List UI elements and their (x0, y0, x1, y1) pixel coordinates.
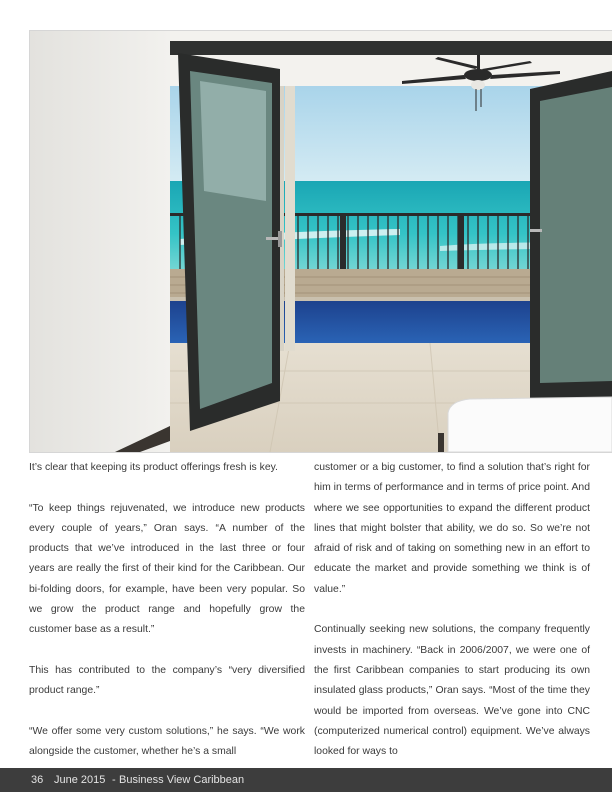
door-handle-icon (266, 237, 280, 240)
paragraph: This has contributed to the company’s “very diversified product range.” (29, 664, 305, 697)
article-column-left (29, 458, 305, 762)
article-photo (30, 31, 612, 452)
paragraph: “To keep things rejuvenated, we introduce new products every couple of years,” Oran says. “A number of the products that we’ve introduced in the last three or four years are really the first of their kind for the Caribbean. Our bi-folding doors, for example, have been very popular. So we grow the product range and hopefully grow the customer base as a result.” (29, 502, 305, 636)
paragraph: “We offer some very custom solutions,” he says. “We work alongside the customer, whether he’s a small (29, 725, 305, 758)
publication-name: Business View Caribbean (119, 774, 245, 786)
paragraph: It’s clear that keeping its product offerings fresh is key. (29, 462, 278, 473)
issue-date: June 2015 (54, 774, 106, 786)
page-number: 36 (31, 774, 44, 786)
footer-separator: - (112, 774, 116, 786)
article-column-right (314, 458, 590, 762)
paragraph: Continually seeking new solutions, the company frequently invests in machinery. “Back in 2006/2007, we were one of the first Caribbean companies to start producing its own insulated glass products,” Oran says. “Most of the time they would be imported from overseas. We’ve gone into CNC (computerized numerical control) equipment. We’ve always looked for ways to (314, 624, 590, 758)
patio-doors-ocean-illustration (30, 31, 612, 452)
page-footer (0, 768, 612, 792)
paragraph: customer or a big customer, to find a solution that’s right for him in terms of performance and in terms of price point. And where we see opportunities to expand the different product lines that might bolster that ability, we do so. So we’re not afraid of risk and of taking on something new in an effort to educate the market and provide something we think is of value.” (314, 462, 590, 595)
bed-corner (448, 397, 612, 452)
